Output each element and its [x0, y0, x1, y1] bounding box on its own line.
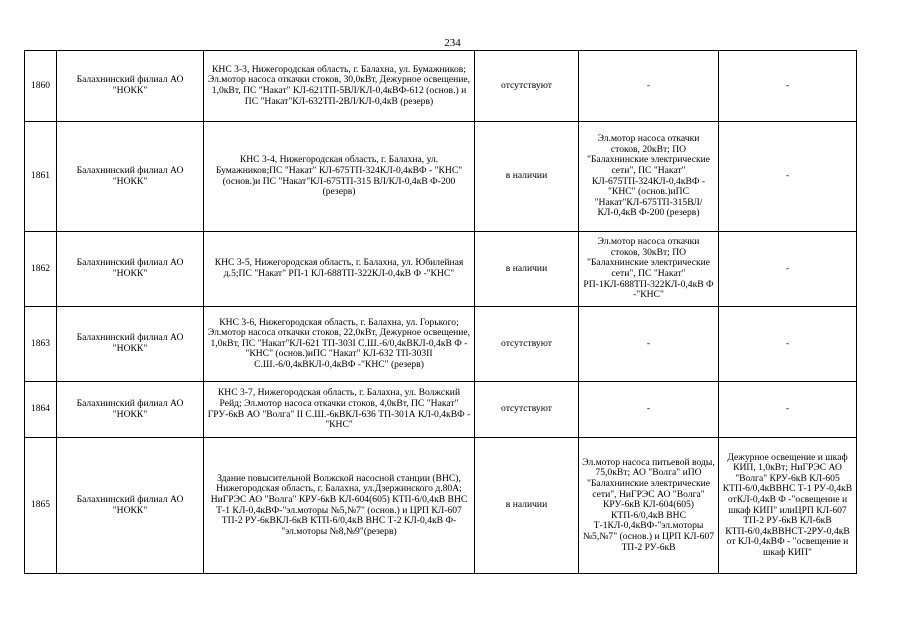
availability-status: отсутствуют — [475, 382, 579, 438]
table-row — [25, 438, 857, 574]
object-description: КНС 3-5, Нижегородская область, г. Балахна, ул. Юбилейная д.5;ПС "Накат" РП-1 КЛ-688ТП-322КЛ-0,4кВ Ф -"КНС" — [204, 232, 475, 307]
consumer-details: - — [579, 51, 719, 122]
branch-name: Балахнинский филиал АО "НОКК" — [57, 438, 204, 574]
consumer-details: Эл.мотор насоса откачки стоков, 20кВт; ПО "Балахнинские электрические сети", ПС "Накат" КЛ-675ТП-324КЛ-0,4кВФ -"КНС" (основ.)иПС "Накат"КЛ-675ТП-315ВЛ/КЛ-0,4кВ Ф-200 (резерв) — [579, 122, 719, 232]
additional-consumers: - — [719, 307, 857, 382]
table-row — [25, 307, 857, 382]
object-description: КНС 3-3, Нижегородская область, г. Балахна, ул. Бумажников; Эл.мотор насоса откачки стоков, 30,0кВт, Дежурное освещение, 1,0кВт, ПС "Накат" КЛ-621ТП-5ВЛ/КЛ-0,4кВФ-612 (основ.) и ПС "Накат"КЛ-632ТП-2ВЛ/КЛ-0,4кВ (резерв) — [204, 51, 475, 122]
availability-status: отсутствуют — [475, 51, 579, 122]
object-description: Здание повысительной Волжской насосной станции (ВНС), Нижегородская область, г. Балахна, ул.Дзержинского д.80А; НиГРЭС АО "Волга" КРУ-6кВ КЛ-604(605) КТП-6/0,4кВ ВНС Т-1 КЛ-0,4кВФ-"эл.моторы №5,№7" (основ.) и ЦРП КЛ-607 ТП-2 РУ-6кВКЛ-6кВ КТП-6/0,4кВ ВНС Т-2 КЛ-0,4кВ Ф-"эл.моторы №8,№9"(резерв) — [204, 438, 475, 574]
consumer-details: Эл.мотор насоса откачки стоков, 30кВт; ПО "Балахнинские электрические сети", ПС "Накат" РП-1КЛ-688ТП-322КЛ-0,4кВ Ф -"КНС" — [579, 232, 719, 307]
branch-name: Балахнинский филиал АО "НОКК" — [57, 307, 204, 382]
availability-status: в наличии — [475, 438, 579, 574]
additional-consumers: - — [719, 51, 857, 122]
table-row — [25, 382, 857, 438]
availability-status: в наличии — [475, 232, 579, 307]
object-description: КНС 3-4, Нижегородская область, г. Балахна, ул. Бумажников;ПС "Накат" КЛ-675ТП-324КЛ-0,4кВФ - "КНС" (основ.)и ПС "Накат"КЛ-675ТП-315 ВЛ/КЛ-0,4кВ Ф-200 (резерв) — [204, 122, 475, 232]
branch-name: Балахнинский филиал АО "НОКК" — [57, 232, 204, 307]
table-row — [25, 122, 857, 232]
table-row — [25, 232, 857, 307]
branch-name: Балахнинский филиал АО "НОКК" — [57, 122, 204, 232]
table-row — [25, 51, 857, 122]
object-description: КНС 3-7, Нижегородская область, г. Балахна, ул. Волжский Рейд; Эл.мотор насоса откачки стоков, 4,0кВт, ПС "Накат" ГРУ-6кВ АО "Волга" ІІ С.Ш.-6кВКЛ-636 ТП-301А КЛ-0,4кВФ -"КНС" — [204, 382, 475, 438]
availability-status: отсутствуют — [475, 307, 579, 382]
row-number: 1860 — [25, 51, 57, 122]
object-description: КНС 3-6, Нижегородская область, г. Балахна, ул. Горького; Эл.мотор насоса откачки стоков, 22,0кВт, Дежурное освещение, 1,0кВт, ПС "Накат"КЛ-621 ТП-303І С.Ш.-6/0,4кВКЛ-0,4кВ Ф -"КНС" (основ.)иПС "Накат" КЛ-632 ТП-303ІІ С.Ш.-6/0,4кВКЛ-0,4кВФ -"КНС" (резерв) — [204, 307, 475, 382]
additional-consumers: - — [719, 122, 857, 232]
row-number: 1862 — [25, 232, 57, 307]
additional-consumers: - — [719, 382, 857, 438]
row-number: 1865 — [25, 438, 57, 574]
additional-consumers: - — [719, 232, 857, 307]
consumer-details: - — [579, 382, 719, 438]
consumer-details: Эл.мотор насоса питьевой воды, 75,0кВт; АО "Волга" иПО "Балахнинские электрические сети", НиГРЭС АО "Волга" КРУ-6кВ КЛ-604(605) КТП-6/0,4кВ ВНС Т-1КЛ-0,4кВФ-"эл.моторы №5,№7" (основ.) и ЦРП КЛ-607 ТП-2 РУ-6кВ — [579, 438, 719, 574]
branch-name: Балахнинский филиал АО "НОКК" — [57, 51, 204, 122]
additional-consumers: Дежурное освещение и шкаф КИП, 1,0кВт; НиГРЭС АО "Волга" КРУ-6кВ КЛ-605 КТП-6/0,4кВВНС Т-1 РУ-0,4кВ отКЛ-0,4кВ Ф -"освещение и шкаф КИП" илиЦРП КЛ-607 ТП-2 РУ-6кВ КЛ-6кВ КТП-6/0,4кВВНСТ-2РУ-0,4кВ от КЛ-0,4кВФ - "освещение и шкаф КИП" — [719, 438, 857, 574]
consumer-details: - — [579, 307, 719, 382]
registry-table — [24, 50, 857, 574]
availability-status: в наличии — [475, 122, 579, 232]
row-number: 1863 — [25, 307, 57, 382]
page-number: 234 — [444, 37, 461, 49]
row-number: 1864 — [25, 382, 57, 438]
row-number: 1861 — [25, 122, 57, 232]
branch-name: Балахнинский филиал АО "НОКК" — [57, 382, 204, 438]
